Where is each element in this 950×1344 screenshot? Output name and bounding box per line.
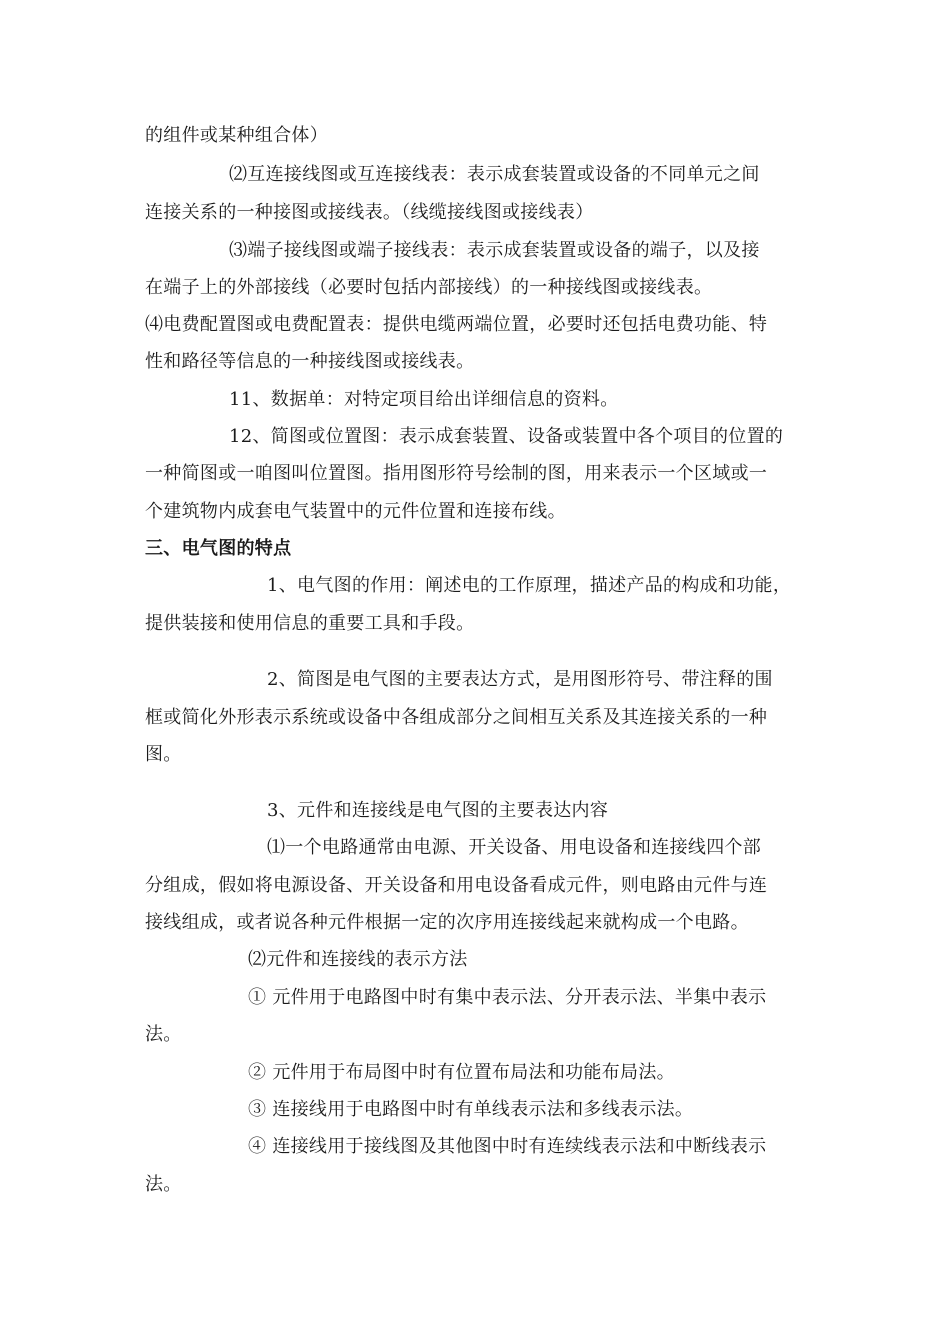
text-line: 一种简图或一咱图叫位置图。指用图形符号绘制的图，用来表示一个区域或一 [145, 463, 768, 484]
text-line: 的组件或某种组合体） [145, 125, 328, 146]
text-line: 图。 [145, 744, 182, 765]
text-line: ⑷电费配置图或电费配置表：提供电缆两端位置，必要时还包括电费功能、特 [145, 314, 768, 335]
section-heading: 三、电气图的特点 [145, 538, 292, 559]
text-line: 1、电气图的作用：阐述电的工作原理，描述产品的构成和功能， [267, 575, 792, 596]
text-line: 分组成，假如将电源设备、开关设备和用电设备看成元件，则电路由元件与连 [145, 875, 768, 896]
text-line: 法。 [145, 1174, 182, 1195]
text-line: 2、简图是电气图的主要表达方式，是用图形符号、带注释的围 [267, 669, 773, 690]
text-line: ⑵互连接线图或互连接线表：表示成套装置或设备的不同单元之间 [229, 164, 760, 185]
text-line: ④ 连接线用于接线图及其他图中时有连续线表示法和中断线表示 [248, 1136, 767, 1157]
text-line: 法。 [145, 1024, 182, 1045]
text-line: ② 元件用于布局图中时有位置布局法和功能布局法。 [248, 1062, 675, 1083]
text-line: ⑶端子接线图或端子接线表：表示成套装置或设备的端子，以及接 [229, 240, 760, 261]
text-line: ① 元件用于电路图中时有集中表示法、分开表示法、半集中表示 [248, 987, 767, 1008]
text-line: ③ 连接线用于电路图中时有单线表示法和多线表示法。 [248, 1099, 694, 1120]
text-line: ⑵元件和连接线的表示方法 [248, 949, 468, 970]
text-line: 个建筑物内成套电气装置中的元件位置和连接布线。 [145, 501, 566, 522]
text-line: 连接关系的一种接图或接线表。（线缆接线图或接线表） [145, 202, 594, 223]
text-line: 3、元件和连接线是电气图的主要表达内容 [267, 800, 609, 821]
text-line: 12、简图或位置图：表示成套装置、设备或装置中各个项目的位置的 [229, 426, 784, 447]
text-line: 提供装接和使用信息的重要工具和手段。 [145, 613, 475, 634]
text-line: 接线组成，或者说各种元件根据一定的次序用连接线起来就构成一个电路。 [145, 912, 749, 933]
text-line: 性和路径等信息的一种接线图或接线表。 [145, 351, 475, 372]
text-line: ⑴一个电路通常由电源、开关设备、用电设备和连接线四个部 [267, 837, 762, 858]
text-line: 11、数据单：对特定项目给出详细信息的资料。 [229, 389, 619, 410]
text-line: 在端子上的外部接线（必要时包括内部接线）的一种接线图或接线表。 [145, 277, 713, 298]
text-line: 框或简化外形表示系统或设备中各组成部分之间相互关系及其连接关系的一种 [145, 707, 768, 728]
